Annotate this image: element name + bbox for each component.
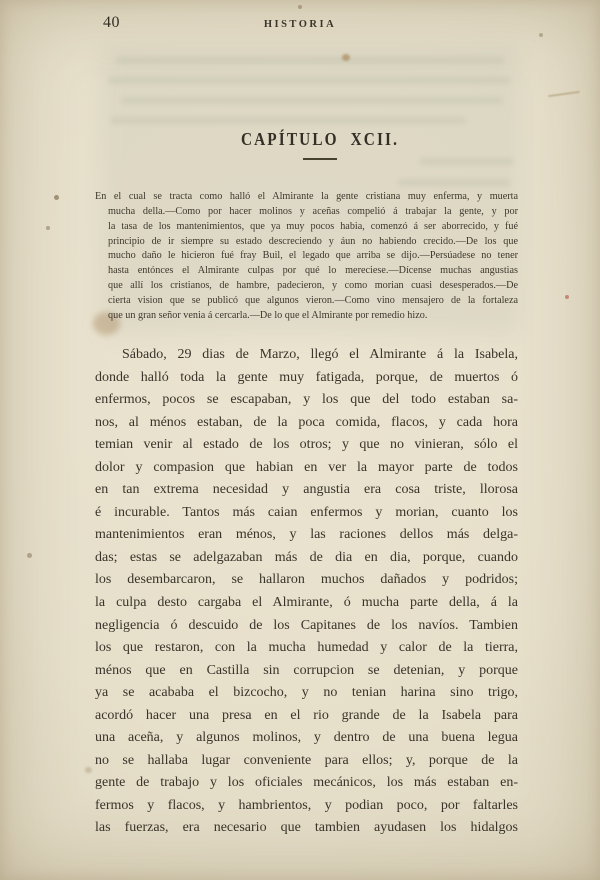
foxing-spot	[27, 553, 32, 558]
foxing-spot	[54, 195, 59, 200]
body-line: acordó hacer una presa en el rio grande de la Isabela para	[95, 707, 518, 723]
body-line: Sábado, 29 dias de Marzo, llegó el Almirante á la Isabela,	[122, 347, 518, 362]
body-line: fermos y flacos, y hambrientos, y podian poco, por faltarles	[95, 797, 518, 813]
summary-line: cierta vision que se publicó que algunos vieron.—Como vino mensajero de la fortaleza	[108, 294, 518, 306]
bleedthrough-line	[121, 97, 503, 104]
body-line: una aceña, y algunos molinos, y dentro de una buena legua	[95, 730, 518, 746]
foxing-spot	[342, 54, 350, 61]
foxing-spot	[46, 226, 50, 230]
summary-line: hasta entónces el Almirante culpas por qué lo mereciese.—Dícense muchas angustias	[108, 265, 518, 277]
body-line: negligencia ó descuido de los Capitanes de los navíos. Tambien	[95, 617, 518, 633]
body-line: enfermos, pocos se escapaban, y los que del todo estaban sa-	[95, 392, 518, 408]
summary-line: que un gran señor venia á cercarla.—De lo que el Almirante por remedio hizo.	[108, 309, 428, 321]
bleedthrough-line	[110, 117, 466, 124]
running-head: HISTORIA	[263, 19, 337, 30]
bleedthrough-line	[108, 77, 510, 84]
body-line: gente de trabajo y los oficiales mecánicos, los más estaban en-	[95, 775, 518, 791]
summary-line: la tasa de los mantenimientos, que ya muy pocos habia, comenzó á ser aborrecido, y fué	[108, 220, 518, 232]
body-line: nos, al ménos estaban, de la poca comida, flacos, y cada hora	[95, 414, 518, 430]
chapter-title: CAPÍTULO XCII.	[240, 129, 400, 149]
summary-line: que allí los cristianos, de hambre, padecieron, y como morian cuasi desesperados.—De	[108, 280, 518, 292]
bleedthrough-line	[398, 179, 510, 186]
foxing-spot	[298, 5, 302, 9]
paper-scratch	[548, 91, 580, 97]
body-text	[95, 344, 518, 840]
body-line: en tan extrema necesidad y angustia era cosa triste, llorosa	[95, 482, 518, 498]
body-line: ya se acababa el bizcocho, y no tenian harina sino trigo,	[95, 685, 518, 701]
body-line: ménos que en Castilla sin corrupcion se detenian, y porque	[95, 662, 518, 678]
summary-line: En el cual se tracta como halló el Almirante la gente cristiana muy enferma, y muerta	[95, 191, 518, 202]
bleedthrough-line	[116, 57, 504, 64]
foxing-spot	[539, 33, 543, 37]
body-line: dolor y compasion que habian en ver la mayor parte de todos	[95, 459, 518, 475]
body-line: donde halló toda la gente muy fatigada, porque, de muertos ó	[95, 369, 518, 385]
body-line: las fuerzas, era necesario que tambien ayudasen los hidalgos	[95, 820, 518, 836]
summary-line: mucha della.—Como por hacer molinos y aceñas compelió á trabajar la gente, y por	[108, 205, 518, 217]
body-line: mantenimientos eran ménos, y las raciones dellos más delga-	[95, 527, 518, 543]
chapter-heading	[95, 129, 545, 160]
body-line: la culpa desto cargaba el Almirante, ó mucha parte della, á la	[95, 595, 518, 611]
summary-line: principio de ir siempre su estado descreciendo y áun no habiendo crecido.—De los que	[108, 235, 518, 247]
body-line: los desembarcaron, se hallaron muchos dañados y podridos;	[95, 572, 518, 588]
summary-line: mucho daño le hicieron fué fray Buil, el legado que arriba se dijo.—Persúadese no tener	[108, 250, 518, 262]
body-line: no se hallaba lugar conveniente para ellos; y, porque de la	[95, 752, 518, 768]
body-line: temian venir al estado de los otros; y que no vinieran, sólo el	[95, 437, 518, 453]
foxing-spot	[565, 295, 569, 299]
chapter-summary	[95, 190, 518, 324]
chapter-divider-rule	[303, 158, 337, 160]
body-line: das; estas se adelgazaban más de dia en dia, porque, cuando	[95, 549, 518, 565]
body-line: los que restaron, con la mucha humedad y calor de la tierra,	[95, 640, 518, 656]
body-line: é incurable. Tantos más caian enfermos y morian, cuanto los	[95, 504, 518, 520]
page-number: 40	[103, 14, 120, 31]
foxing-spot	[85, 767, 92, 773]
